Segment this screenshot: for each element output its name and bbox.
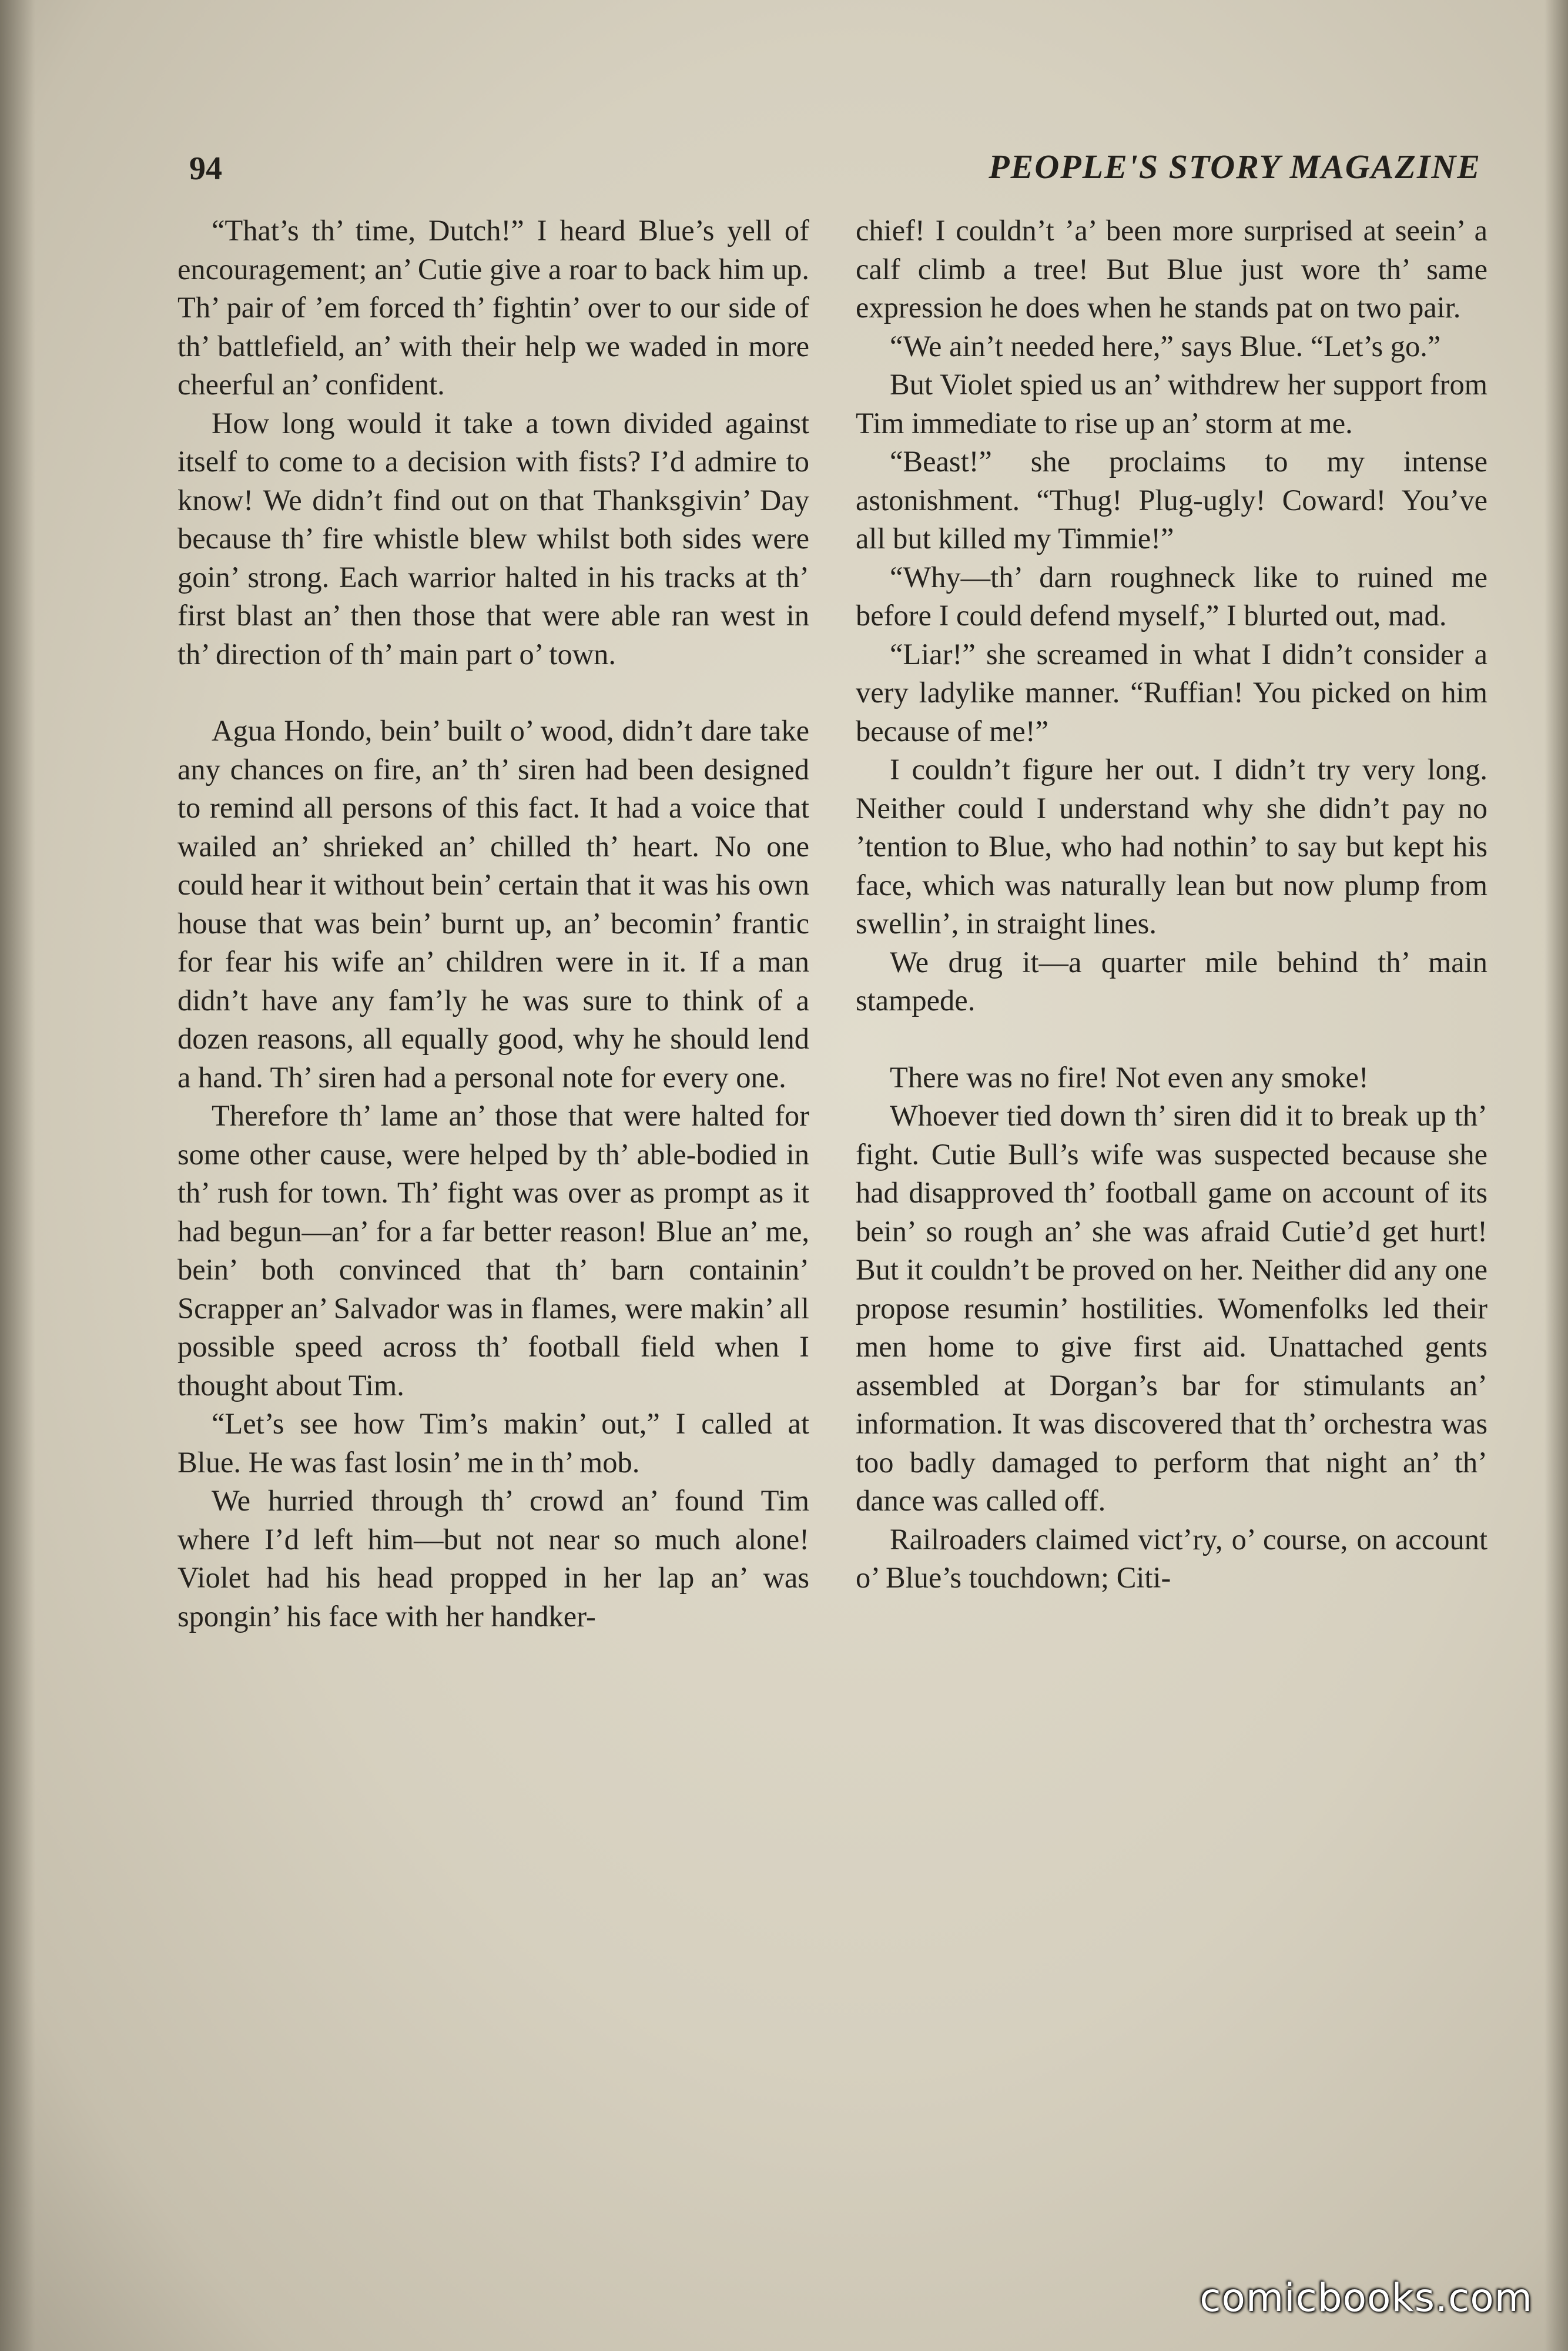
paragraph: “Beast!” she proclaims to my intense astonishment. “Thug! Plug-ugly! Coward! You’ve all but killed my Timmie!”: [856, 445, 1487, 555]
page-number: 94: [189, 150, 222, 187]
text-column-right: [856, 212, 1487, 1598]
paragraph: Railroaders claimed vict’ry, o’ course, on account o’ Blue’s touchdown; Citi-: [856, 1522, 1487, 1594]
paragraph: Agua Hondo, bein’ built o’ wood, didn’t dare take any chances on fire, an’ th’ siren had been designed to remind all persons of this fact. It had a voice that wailed an’ shrieked an’ chilled th’ heart. No one could hear it without bein’ certain that it was his own house that was bein’ burnt up, an’ becomin’ frantic for fear his wife an’ children were in it. If a man didn’t have any fam’ly he was sure to think of a dozen reasons, all equally good, why he should lend a hand. Th’ siren had a personal note for every one.: [177, 714, 809, 1094]
paragraph: “Let’s see how Tim’s makin’ out,” I called at Blue. He was fast losin’ me in th’ mob.: [177, 1407, 809, 1479]
page-edge-shadow-left: [0, 0, 35, 2351]
paragraph: chief! I couldn’t ’a’ been more surprised at seein’ a calf climb a tree! But Blue just wore th’ same expression he does when he stands pat on two pair.: [856, 214, 1487, 324]
paragraph: We hurried through th’ crowd an’ found Tim where I’d left him—but not near so much alone! Violet had his head propped in her lap an’ was spongin’ his face with her handker-: [177, 1484, 809, 1633]
paragraph: We drug it—a quarter mile behind th’ main stampede.: [856, 945, 1487, 1017]
paragraph: “Why—th’ darn roughneck like to ruined me before I could defend myself,” I blurted out, mad.: [856, 560, 1487, 632]
paragraph: “That’s th’ time, Dutch!” I heard Blue’s yell of encouragement; an’ Cutie give a roar to back him up. Th’ pair of ’em forced th’ fightin’ over to our side of th’ battlefield, an’ with their help we waded in more cheerful an’ confident.: [177, 214, 809, 401]
paragraph: “We ain’t needed here,” says Blue. “Let’s go.”: [890, 329, 1441, 363]
paragraph: Therefore th’ lame an’ those that were halted for some other cause, were helped by th’ able-bodied in th’ rush for town. Th’ fight was over as prompt as it had begun—an’ for a far better reason! Blue an’ me, bein’ both convinced that th’ barn containin’ Scrapper an’ Salvador was in flames, were makin’ all possible speed across th’ football field when I thought about Tim.: [177, 1099, 809, 1402]
running-head-title: PEOPLE'S STORY MAGAZINE: [989, 148, 1481, 186]
paragraph: How long would it take a town divided against itself to come to a decision with fists? I’d admire to know! We didn’t find out on that Thanksgivin’ Day because th’ fire whistle blew whilst both sides were goin’ strong. Each warrior halted in his tracks at th’ first blast an’ then those that were able ran west in th’ direction of th’ main part o’ town.: [177, 406, 809, 671]
paragraph: There was no fire! Not even any smoke!: [890, 1060, 1369, 1094]
paragraph: Whoever tied down th’ siren did it to break up th’ fight. Cutie Bull’s wife was suspected because she had disapproved th’ football game on account of its bein’ so rough an’ she was afraid Cutie’d get hurt! But it couldn’t be proved on her. Neither did any one propose resumin’ hostilities. Womenfolks led their men home to give first aid. Unattached gents assembled at Dorgan’s bar for stimulants an’ information. It was discovered that th’ orchestra was too badly damaged to perform that night an’ th’ dance was called off.: [856, 1099, 1487, 1517]
text-column-left: [177, 212, 809, 1636]
paragraph: But Violet spied us an’ withdrew her support from Tim immediate to rise up an’ storm at me.: [856, 368, 1487, 440]
page-edge-shadow-right: [1544, 0, 1568, 2351]
paragraph: I couldn’t figure her out. I didn’t try very long. Neither could I understand why she didn’t pay no ’tention to Blue, who had nothin’ to say but kept his face, which was naturally lean but now plump from swellin’, in straight lines.: [856, 753, 1487, 940]
watermark: comicbooks.com: [1200, 2275, 1533, 2320]
paragraph: “Liar!” she screamed in what I didn’t consider a very ladylike manner. “Ruffian! You picked on him because of me!”: [856, 637, 1487, 748]
